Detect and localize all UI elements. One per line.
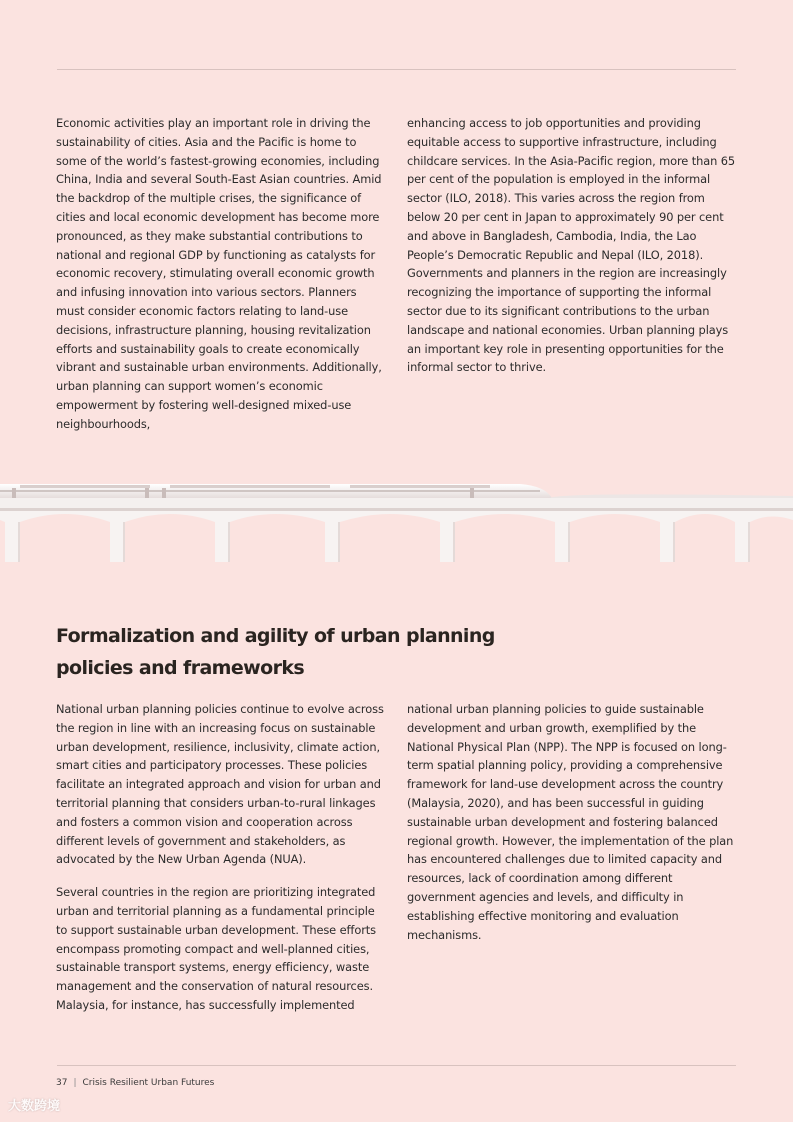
- top-divider: [57, 69, 736, 70]
- section2-column-right: [407, 700, 739, 958]
- section-heading: [56, 620, 576, 684]
- paragraph: Several countries in the region are prioritizing integrated urban and territorial planning as a fundamental principle to support sustainable urban development. These efforts encompass promoting compact and well-planned cities, sustainable transport systems, energy efficiency, waste management and the conservation of natural resources. Malaysia, for instance, has successfully implemented: [56, 885, 376, 1012]
- bottom-divider: [57, 1065, 736, 1066]
- heading-line-2: policies and frameworks: [56, 657, 305, 679]
- paragraph: enhancing access to job opportunities and providing equitable access to supportive infrastructure, including childcare services. In the Asia-Pacific region, more than 65 per cent of the population is employed in the informal sector (ILO, 2018). This varies across the region from below 20 per cent in Japan to approximately 90 per cent and above in Bangladesh, Cambodia, India, the Lao People’s Democratic Republic and Nepal (ILO, 2018). Governments and planners in the region are increasingly recognizing the importance of supporting the informal sector due to its significant contributions to the urban landscape and national economies. Urban planning plays an important key role in presenting opportunities for the informal sector to thrive.: [407, 116, 736, 375]
- heading-line-1: Formalization and agility of urban planning: [56, 625, 495, 647]
- page-number: 37: [56, 1078, 68, 1088]
- page-footer: [56, 1078, 214, 1088]
- watermark: 大数跨境: [8, 1099, 61, 1114]
- paragraph: Economic activities play an important role in driving the sustainability of cities. Asia and the Pacific is home to some of the world’s fastest-growing economies, including China, India and several South-East Asian countries. Amid the backdrop of the multiple crises, the significance of cities and local economic development has become more pronounced, as they make substantial contributions to national and regional GDP by functioning as catalysts for economic recovery, stimulating overall economic growth and infusing innovation into various sectors. Planners must consider economic factors relating to land-use decisions, infrastructure planning, housing revitalization efforts and sustainability goals to create economically vibrant and sustainable urban environments. Additionally, urban planning can support women’s economic empowerment by fostering well-designed mixed-use neighbourhoods,: [56, 116, 382, 431]
- bridge-train-illustration: [0, 462, 793, 570]
- publication-title: Crisis Resilient Urban Futures: [82, 1078, 215, 1088]
- paragraph: national urban planning policies to guide sustainable development and urban growth, exemplified by the National Physical Plan (NPP). The NPP is focused on long-term spatial planning policy, providing a comprehensive framework for land-use development across the country (Malaysia, 2020), and has been successful in guiding sustainable urban development and fostering balanced regional growth. However, the implementation of the plan has encountered challenges due to limited capacity and resources, lack of coordination among different government agencies and levels, and difficulty in establishing effective monitoring and evaluation mechanisms.: [407, 702, 734, 942]
- section1-column-right: [407, 114, 739, 391]
- paragraph: National urban planning policies continue to evolve across the region in line with an increasing focus on sustainable urban development, resilience, inclusivity, climate action, smart cities and participatory processes. These policies facilitate an integrated approach and vision for urban and territorial planning that considers urban-to-rural linkages and fosters a common vision and cooperation across different levels of government and stakeholders, as advocated by the New Urban Agenda (NUA).: [56, 702, 384, 867]
- footer-separator: |: [73, 1078, 77, 1088]
- train-icon: [0, 484, 552, 498]
- section1-column-left: [56, 114, 388, 448]
- section2-column-left: [56, 700, 388, 1029]
